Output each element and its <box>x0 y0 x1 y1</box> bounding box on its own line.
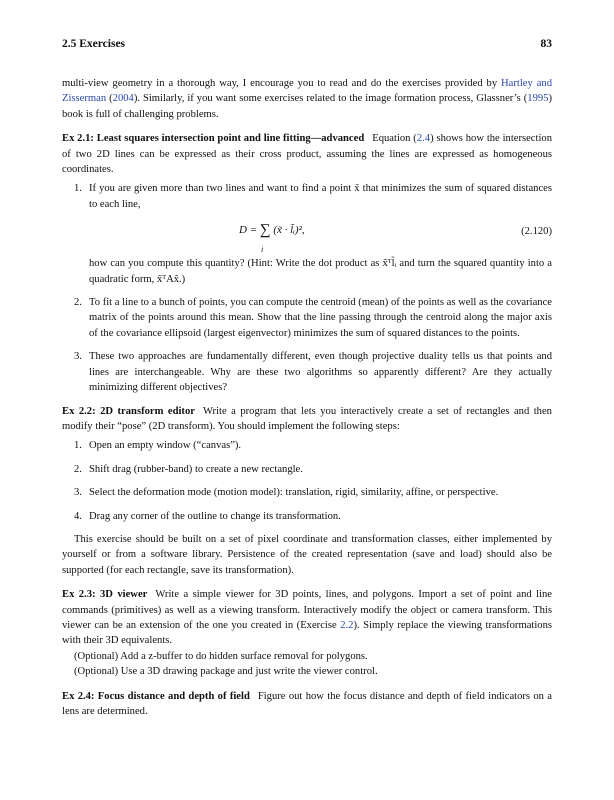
list-item: 2. To fit a line to a bunch of points, you can compute the centroid (mean) of the points as well as the covariance matrix of the points around this mean. Show that the line passing through the centroid along the major axis of the covariance ellipsoid (largest eigenvector) minimizes the sum of squared distances to the points. <box>74 297 552 339</box>
exercise-ref-link[interactable]: 2.2 <box>340 619 354 631</box>
exercise-2-4 <box>62 689 552 720</box>
optional-item: (Optional) Use a 3D drawing package and just write the viewer control. <box>74 666 378 678</box>
equation-2-120: D = ∑ (x̃ · l̃ᵢ)², i (2.120) <box>239 222 552 255</box>
equation-number: (2.120) <box>521 226 552 238</box>
list-item: 3. Select the deformation mode (motion model): translation, rigid, similarity, affine, or perspective. <box>74 487 499 499</box>
list-item: 1. Open an empty window (“canvas”). <box>74 440 242 452</box>
running-header <box>62 38 552 54</box>
equation-ref-link[interactable]: 2.4 <box>416 133 431 145</box>
list-item: 1. If you are given more than two lines and want to find a point x̃ that minimizes the sum of squared distances to each line, D = ∑ (x̃ · l̃ᵢ)², i (2.120) how can you compute this quantity? (Hint: Write the dot product as x̃ᵀl̃ᵢ and turn the squared quantity into a quadratic form, x̃ᵀAx̃.) <box>62 181 552 287</box>
exercise-intro: Ex 2.2: 2D transform editor Write a program that lets you interactively create a set of rectangles and then modify their “pose” (2D transform). You should implement the following steps: <box>62 405 552 432</box>
optional-item: (Optional) Add a z-buffer to do hidden surface removal for polygons. <box>74 650 368 662</box>
exercise-title: Ex 2.1: Least squares intersection point and line fitting—advanced <box>62 133 365 145</box>
exercise-title: Ex 2.2: 2D transform editor <box>62 405 195 417</box>
exercise-title: Ex 2.3: 3D viewer <box>62 589 148 601</box>
exercise-intro: Ex 2.4: Focus distance and depth of field Figure out how the focus distance and depth of field indicators on a lens are determined. <box>62 690 552 717</box>
list-item: 3. These two approaches are fundamentally different, even though projective duality tells us that points and lines are interchangeable. Why are these two algorithms so apparently different? Are they actually minimizing different objectives? <box>74 351 552 394</box>
exercise-intro: Ex 2.1: Least squares intersection point and line fitting—advanced Equation (2.4) shows how the intersection of two 2D lines can be expressed as their cross product, assuming the lines are expressed as homogeneous coordinates. <box>62 133 552 176</box>
section-title: 2.5 Exercises <box>62 38 126 50</box>
exercise-2-3 <box>62 587 552 679</box>
exercise-2-1 <box>62 131 552 395</box>
page-body <box>62 76 552 719</box>
hint-text: how can you compute this quantity? (Hint: Write the dot product as x̃ᵀl̃ᵢ and turn the squared quantity into a quadratic form, x̃ᵀAx̃.) <box>89 258 552 285</box>
exercise-list <box>62 181 552 395</box>
page-number: 83 <box>540 38 552 50</box>
list-item: 2. Shift drag (rubber-band) to create a new rectangle. <box>74 463 303 475</box>
exercise-title: Ex 2.4: Focus distance and depth of field <box>62 690 250 702</box>
exercise-intro: Ex 2.3: 3D viewer Write a simple viewer for 3D points, lines, and polygons. Import a set of point and line commands (primitives) as well as a viewing transform. Interactively modify the object or camera transform. This viewer can be an extension of the one you created in (Exercise 2.2). Simply replace the viewing transformations with their 3D equivalents. <box>62 589 553 647</box>
intro-paragraph: multi-view geometry in a thorough way, I encourage you to read and do the exercises provided by Hartley and Zisserman (2004). Similarly, if you want some exercises related to the image formation process, Glassner’s (1995) book is full of challenging problems. <box>62 78 552 120</box>
followup-paragraph: This exercise should be built on a set of pixel coordinate and transformation classes, either implemented by yourself or from a software library. Persistence of the created representation (save and load) should also be supported (for each rectangle, save its transformation). <box>62 533 552 576</box>
exercise-2-2 <box>62 404 552 579</box>
citation-link[interactable]: 2004 <box>112 93 134 105</box>
exercise-list <box>62 438 552 524</box>
summation-symbol: ∑ <box>259 222 271 239</box>
citation-link[interactable]: Hartley and Zisserman <box>62 78 552 105</box>
list-item: 4. Drag any corner of the outline to change its transformation. <box>74 510 341 522</box>
citation-link[interactable]: 1995 <box>527 93 549 105</box>
